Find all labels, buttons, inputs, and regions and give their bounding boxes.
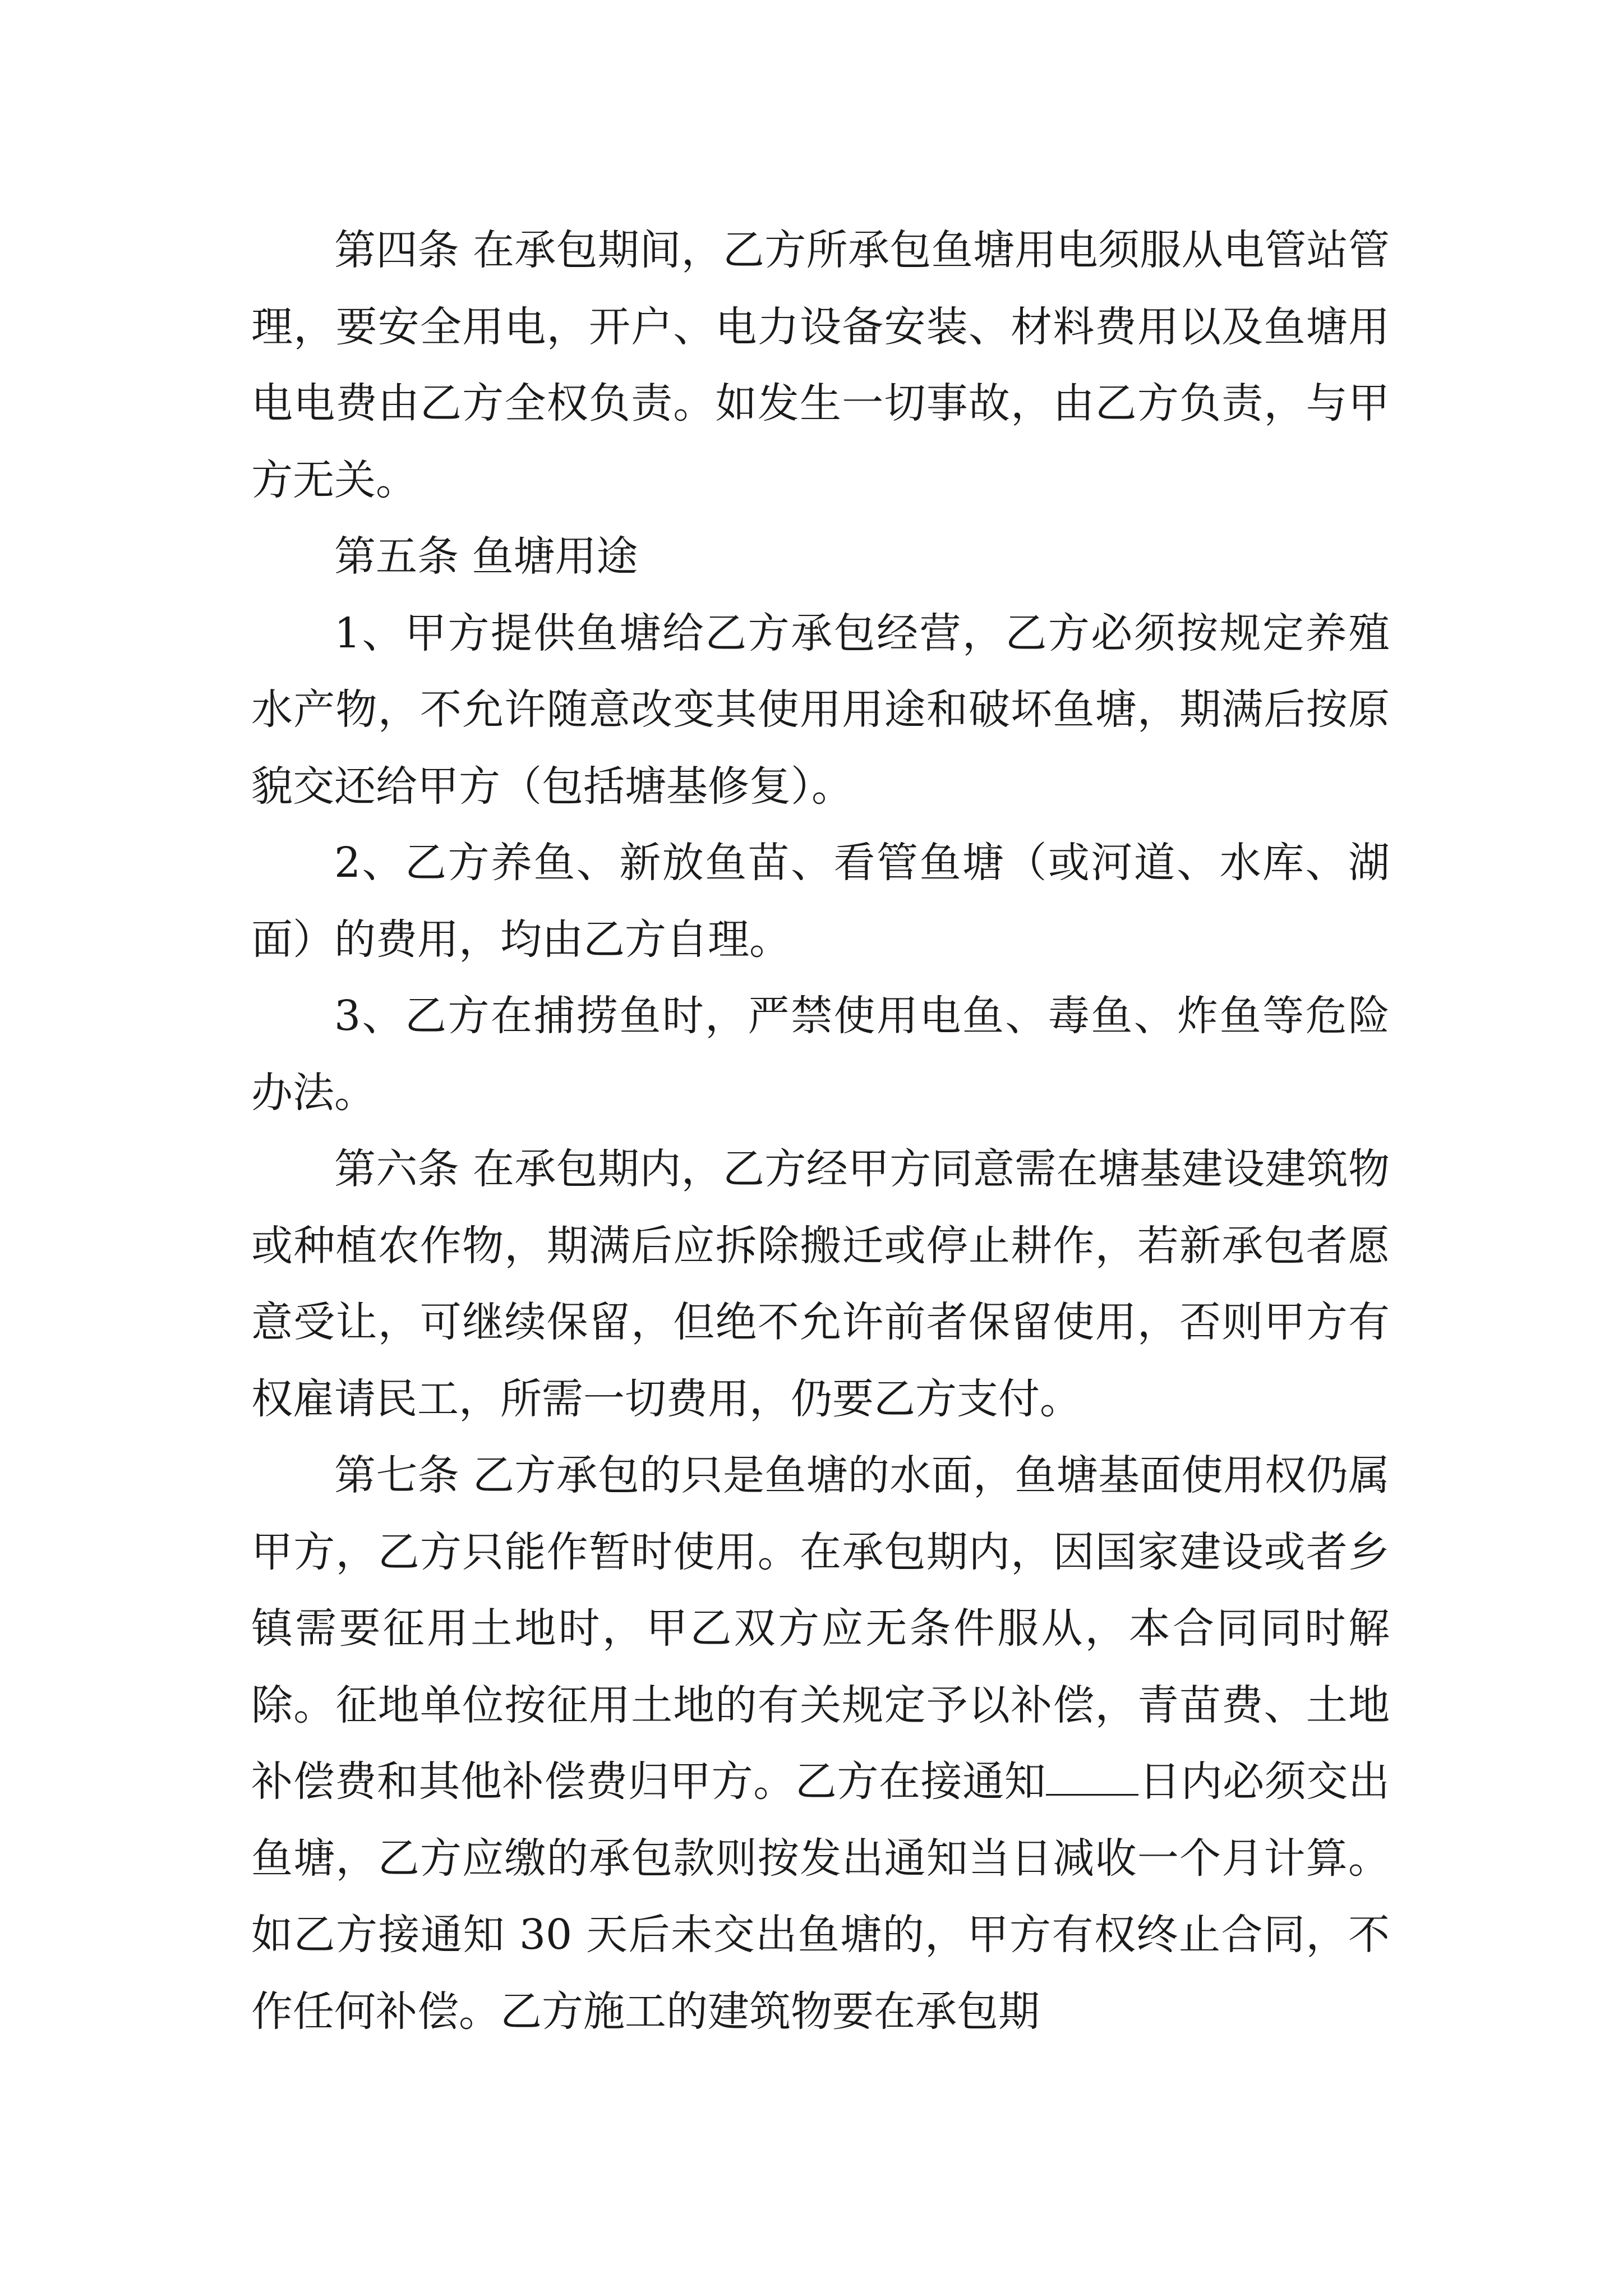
fill-in-blank-line — [1046, 1756, 1138, 1796]
article-5-heading: 第五条 鱼塘用途 — [334, 532, 638, 581]
article-6-paragraph: 第六条 在承包期内，乙方经甲方同意需在塘基建设建筑物或种植农作物，期满后应拆除搬迁或停止耕作，若新承包者愿意受让，可继续保留，但绝不允许前者保留使用，否则甲方有权雇请民工，所需一切费用，仍要乙方支付。 — [251, 1145, 1390, 1423]
article-7-paragraph — [251, 1437, 1390, 2050]
article-5-item-1: 1、甲方提供鱼塘给乙方承包经营，乙方必须按规定养殖水产物，不允许随意改变其使用用途和破坏鱼塘，期满后按原貌交还给甲方（包括塘基修复）。 — [251, 609, 1390, 811]
article-5-item-3: 3、乙方在捕捞鱼时，严禁使用电鱼、毒鱼、炸鱼等危险办法。 — [251, 992, 1390, 1117]
document-body — [251, 212, 1390, 2050]
article-7-text-before-blank: 第七条 乙方承包的只是鱼塘的水面，鱼塘基面使用权仍属甲方，乙方只能作暂时使用。在承包期内，因国家建设或者乡镇需要征用土地时，甲乙双方应无条件服从，本合同同时解除。征地单位按征用土地的有关规定予以补偿，青苗费、土地补偿费和其他补偿费归甲方。乙方在接通知 — [251, 1451, 1390, 1806]
article-5-item-2: 2、乙方养鱼、新放鱼苗、看管鱼塘（或河道、水库、湖面）的费用，均由乙方自理。 — [251, 839, 1390, 964]
article-7-text-after-blank: 日内必须交出鱼塘，乙方应缴的承包款则按发出通知当日减收一个月计算。如乙方接通知 30 天后未交出鱼塘的，甲方有权终止合同，不作任何补偿。乙方施工的建筑物要在承包期 — [251, 1757, 1390, 2036]
article-4-paragraph: 第四条 在承包期间，乙方所承包鱼塘用电须服从电管站管理，要安全用电，开户、电力设备安装、材料费用以及鱼塘用电电费由乙方全权负责。如发生一切事故，由乙方负责，与甲方无关。 — [251, 226, 1390, 504]
